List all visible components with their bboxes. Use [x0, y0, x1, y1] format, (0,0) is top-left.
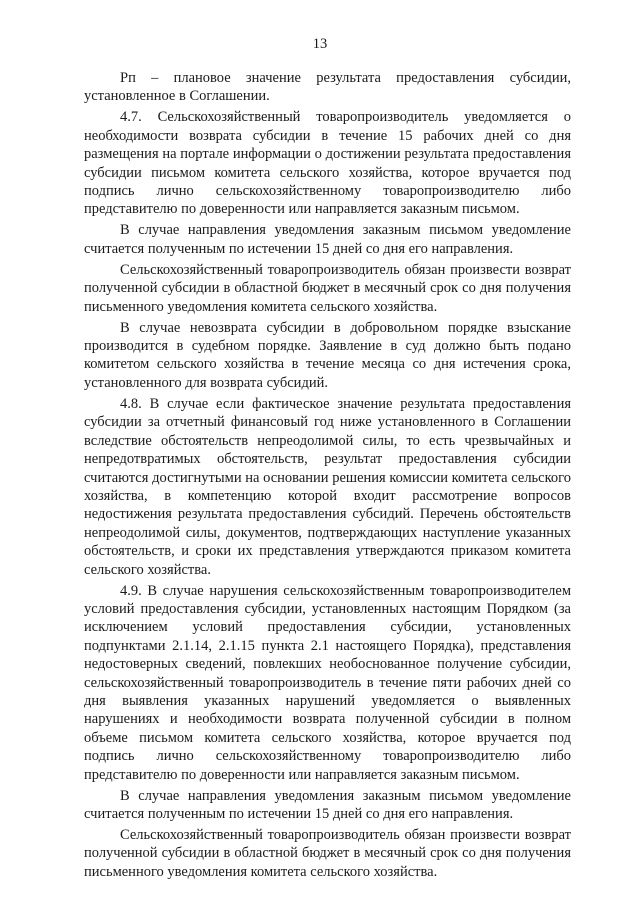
- paragraph-4-8: 4.8. В случае если фактическое значение результата предоставления субсидии за отчетный финансовый год ниже установленного в Соглашении вследствие обстоятельств непреодолимой силы, то есть чрезвычайных и непредотвратимых обстоятельств, результат предоставления субсидии считаются достигнутыми на основании решения комиссии комитета сельского хозяйства, в компетенцию которой входит рассмотрение вопросов недостижения результата предоставления субсидий. Перечень обстоятельств непреодолимой силы, документов, подтверждающих наступление указанных обстоятельств, и сроки их представления утверждаются приказом комитета сельского хозяйства.: [84, 395, 571, 578]
- paragraph-4-7-refund-obligation: Сельскохозяйственный товаропроизводитель обязан произвести возврат полученной субсидии в областной бюджет в месячный срок со дня получения письменного уведомления комитета сельского хозяйства.: [84, 261, 571, 315]
- paragraph-rp-definition: Рп – плановое значение результата предоставления субсидии, установленное в Соглашении.: [84, 70, 571, 105]
- paragraph-4-9-refund-obligation: Сельскохозяйственный товаропроизводитель обязан произвести возврат полученной субсидии в областной бюджет в месячный срок со дня получения письменного уведомления комитета сельского хозяйства.: [84, 827, 571, 880]
- paragraph-4-9-registered-mail: В случае направления уведомления заказным письмом уведомление считается полученным по истечении 15 дней со дня его направления.: [84, 787, 571, 822]
- paragraph-4-7-court-recovery: В случае невозврата субсидии в добровольном порядке взыскание производится в судебном порядке. Заявление в суд должно быть подано комитетом сельского хозяйства в течение месяца со дня истечения срока, установленного для возврата субсидий.: [84, 319, 571, 391]
- paragraph-4-7: 4.7. Сельскохозяйственный товаропроизводитель уведомляется о необходимости возврата субсидии в течение 15 рабочих дней со дня размещения на портале информации о достижении результата предоставления субсидии письмом комитета сельского хозяйства, которое вручается под подпись лично сельскохозяйственному товаропроизводителю либо представителю по доверенности или направляется заказным письмом.: [84, 109, 571, 218]
- document-body: [84, 69, 571, 884]
- page-number: 13: [312, 36, 328, 52]
- paragraph-4-7-registered-mail: В случае направления уведомления заказным письмом уведомление считается полученным по истечении 15 дней со дня его направления.: [84, 222, 571, 257]
- paragraph-4-9: 4.9. В случае нарушения сельскохозяйственным товаропроизводителем условий предоставления субсидии, установленных настоящим Порядком (за исключением условий предоставления субсидии, установленных подпунктами 2.1.14, 2.1.15 пункта 2.1 настоящего Порядка), представления недостоверных сведений, повлекших необоснованное получение субсидии, сельскохозяйственный товаропроизводитель в течение пяти рабочих дней со дня выявления указанных нарушений уведомляется о выявленных нарушениях и необходимости возврата полученной субсидии в полном объеме письмом комитета сельского хозяйства, которое вручается под подпись лично сельскохозяйственному товаропроизводителю либо представителю по доверенности или направляется заказным письмом.: [84, 582, 571, 783]
